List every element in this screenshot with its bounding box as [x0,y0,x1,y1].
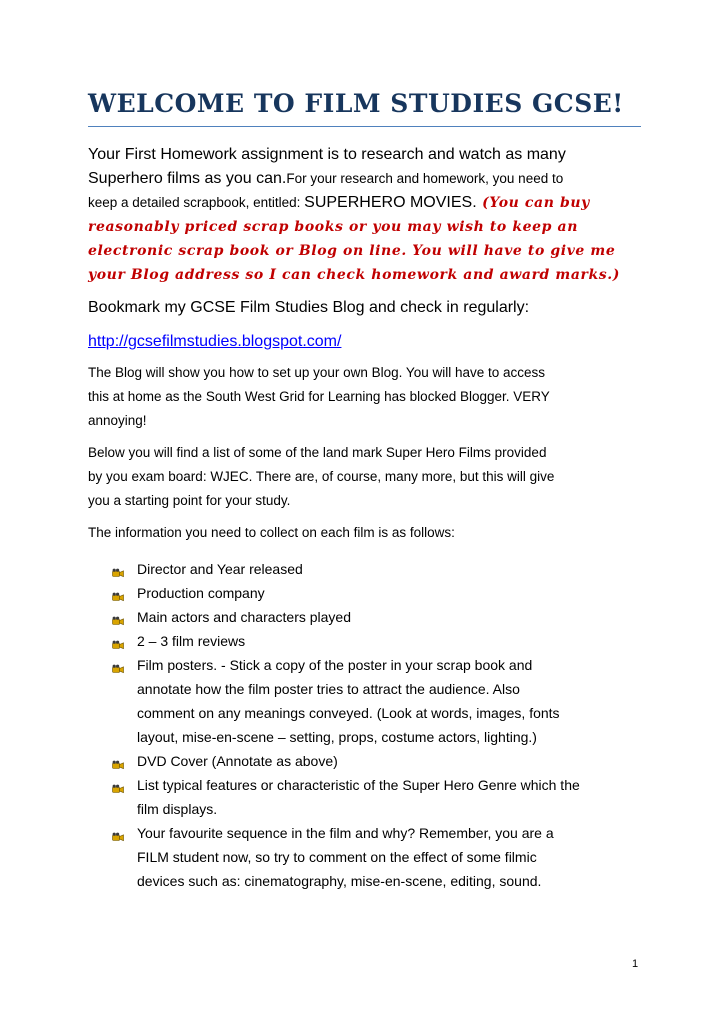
page-content [88,88,648,893]
film-camera-icon [112,565,124,575]
paragraph-line: this at home as the South West Grid for Learning has blocked Blogger. VERY [88,389,550,404]
list-item-line: annotate how the film poster tries to attract the audience. Also [137,681,520,697]
paragraph-line: annoying! [88,413,147,428]
intro-line-2-big: Superhero films as you can. [88,170,287,187]
paragraph-line: by you exam board: WJEC. There are, of course, many more, but this will give [88,469,555,484]
list-item-line: Film posters. - Stick a copy of the poster in your scrap book and [137,657,533,673]
intro-line-2 [88,167,648,191]
film-camera-icon [112,613,124,623]
intro-line-1: Your First Homework assignment is to research and watch as many [88,146,566,163]
intro-line-3-small: keep a detailed scrapbook, entitled: [88,195,305,210]
film-camera-icon [112,781,124,791]
list-item [88,557,648,581]
films-paragraph [88,441,648,513]
list-item-line: Production company [137,585,265,601]
film-camera-icon [112,757,124,767]
film-camera-icon [112,589,124,599]
list-item-line: comment on any meanings conveyed. (Look at words, images, fonts [137,705,560,721]
film-camera-icon [112,661,124,671]
paragraph-line: The Blog will show you how to set up your own Blog. You will have to access [88,365,546,380]
list-item [88,581,648,605]
list-item [88,749,648,773]
list-item-line: film displays. [137,801,218,817]
page-number: 1 [632,958,639,970]
scrapbook-title: SUPERHERO MOVIES. [304,194,477,211]
bookmark-instruction: Bookmark my GCSE Film Studies Blog and check in regularly: [88,299,530,316]
intro-emphasis-line: electronic scrap book or Blog on line. You will have to give me [88,243,616,259]
list-item-line: Your favourite sequence in the film and why? Remember, you are a [137,825,554,841]
list-item-line: layout, mise-en-scene – setting, props, costume actors, lighting.) [137,729,537,745]
paragraph-line: The information you need to collect on each film is as follows: [88,525,455,540]
list-item [88,653,648,749]
paragraph-line: Below you will find a list of some of the land mark Super Hero Films provided [88,445,547,460]
list-item-line: Main actors and characters played [137,609,351,625]
list-item-line: 2 – 3 film reviews [137,633,246,649]
list-item-line: DVD Cover (Annotate as above) [137,753,338,769]
page-title: WELCOME TO FILM STUDIES GCSE! [88,88,641,127]
intro-emphasis-line: reasonably priced scrap books or you may wish to keep an [88,219,578,235]
blog-link[interactable]: http://gcsefilmstudies.blogspot.com/ [88,333,342,350]
list-item [88,821,648,893]
list-item [88,773,648,821]
film-camera-icon [112,829,124,839]
film-camera-icon [112,637,124,647]
intro-line-2-small: For your research and homework, you need to [286,171,564,186]
blog-paragraph [88,361,648,433]
requirements-list [88,557,648,893]
intro-paragraph [88,143,648,287]
information-paragraph [88,521,648,545]
intro-emphasis-line: your Blog address so I can check homework and award marks.) [88,267,620,283]
intro-emphasis-start: (You can buy [476,195,590,211]
paragraph-line: you a starting point for your study. [88,493,291,508]
list-item [88,629,648,653]
list-item-line: devices such as: cinematography, mise-en-scene, editing, sound. [137,873,542,889]
list-item-line: List typical features or characteristic of the Super Hero Genre which the [137,777,580,793]
intro-line-3 [88,191,648,215]
list-item [88,605,648,629]
list-item-line: Director and Year released [137,561,303,577]
list-item-line: FILM student now, so try to comment on the effect of some filmic [137,849,537,865]
